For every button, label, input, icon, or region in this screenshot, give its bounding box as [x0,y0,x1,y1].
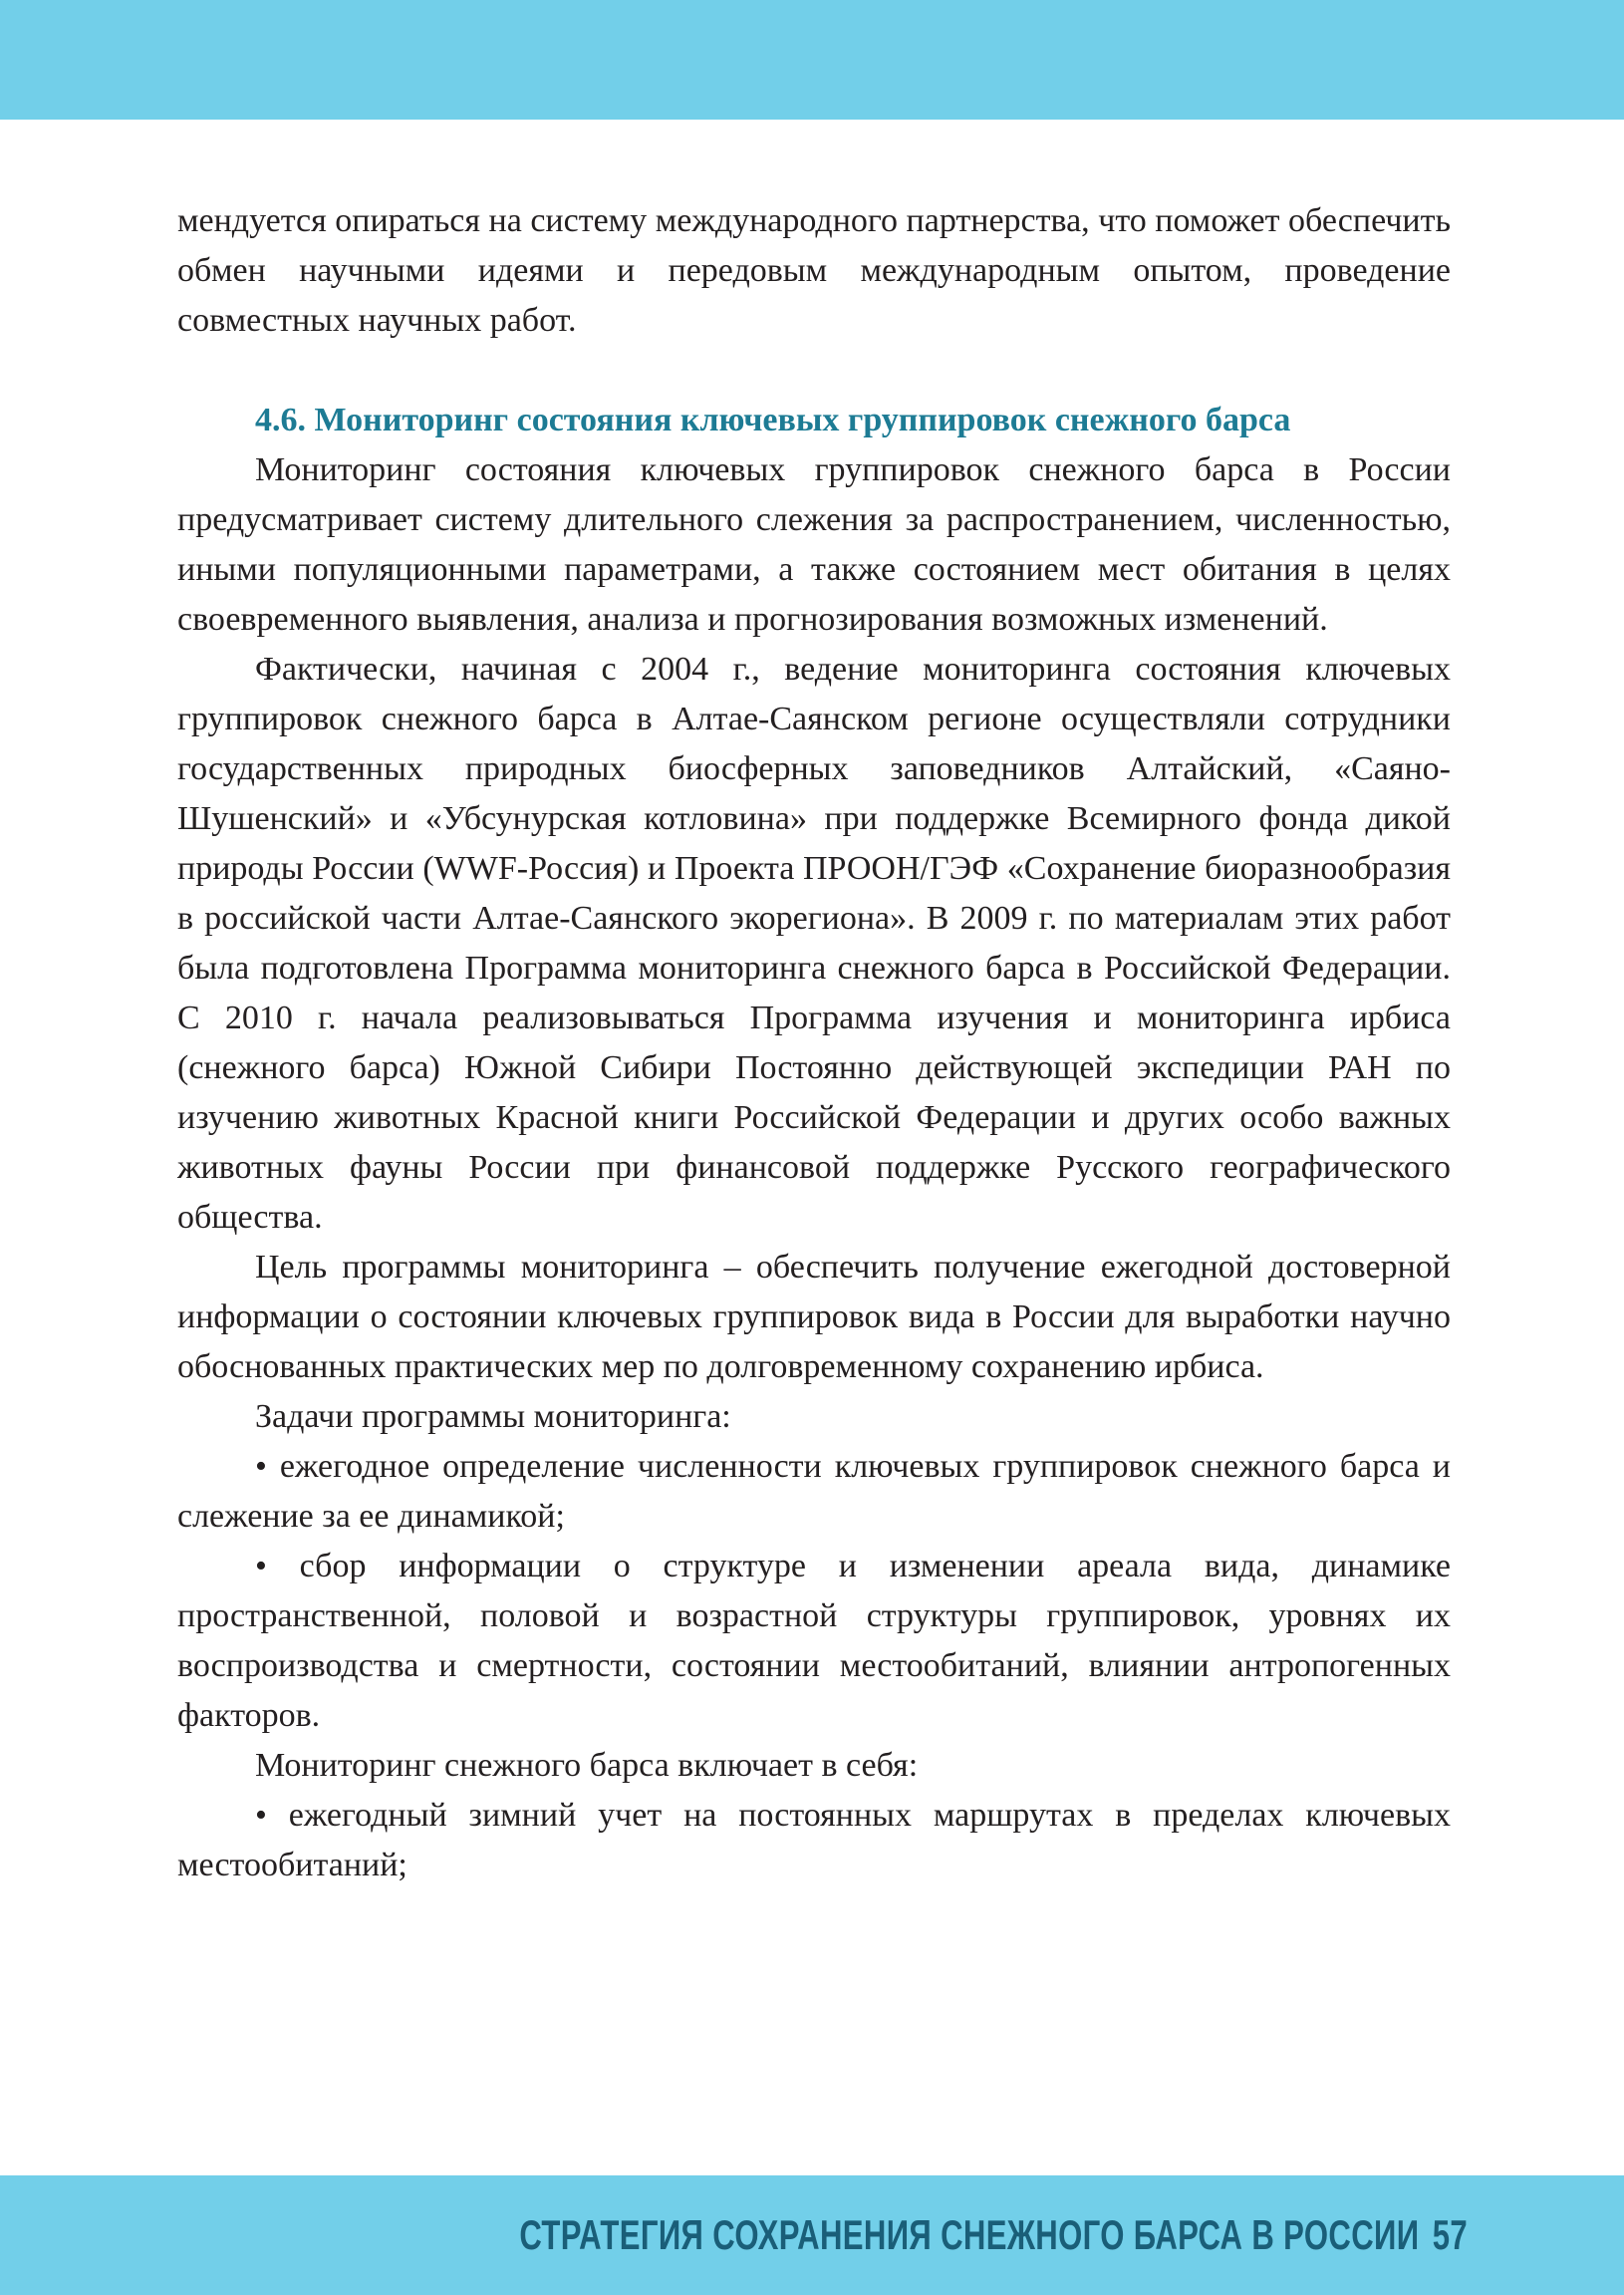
paragraph: Фактически, начиная с 2004 г., ведение мониторинга состояния ключевых группировок снежного барса в Алтае-Саянском регионе осуществляли сотрудники государственных природных биосферных заповедников Алтайский, «Саяно-Шушенский» и «Убсунурская котловина» при поддержке Всемирного фонда дикой природы России (WWF-Россия) и Проекта ПРООН/ГЭФ «Сохранение биоразнообразия в российской части Алтае-Саянского экорегиона». В 2009 г. по материалам этих работ была подготовлена Программа мониторинга снежного барса в Российской Федерации. С 2010 г. начала реализовываться Программа изучения и мониторинга ирбиса (снежного барса) Южной Сибири Постоянно действующей экспедиции РАН по изучению животных Красной книги Российской Федерации и других особо важных животных фауны России при финансовой поддержке Русского географического общества. [177,651,1451,1236]
list-item: • сбор информации о структуре и изменении ареала вида, динамике пространственной, половой и возрастной структуры группировок, уровнях их воспроизводства и смертности, состоянии местообитаний, влиянии антропогенных факторов. [177,1548,1451,1734]
section-heading: 4.6. Мониторинг состояния ключевых группировок снежного барса [255,402,1291,438]
page-number: 57 [1432,2211,1468,2258]
page-footer [519,2205,1468,2265]
running-title: СТРАТЕГИЯ СОХРАНЕНИЯ СНЕЖНОГО БАРСА В РОССИИ [519,2211,1420,2258]
paragraph: Задачи программы мониторинга: [255,1398,731,1435]
top-color-band [0,0,1624,120]
paragraph: Мониторинг состояния ключевых группировок снежного барса в России предусматривает систему длительного слежения за распространением, численностью, иными популяционными параметрами, а также состоянием мест обитания в целях своевременного выявления, анализа и прогнозирования возможных изменений. [177,451,1451,638]
paragraph: Мониторинг снежного барса включает в себя: [255,1747,919,1784]
paragraph: Цель программы мониторинга – обеспечить получение ежегодной достоверной информации о состоянии ключевых группировок вида в России для выработки научно обоснованных практических мер по долговременному сохранению ирбиса. [177,1249,1451,1385]
list-item: • ежегодный зимний учет на постоянных маршрутах в пределах ключевых местообитаний; [177,1797,1451,1883]
page-body [177,196,1451,1890]
list-item: • ежегодное определение численности ключевых группировок снежного барса и слежение за ее динамикой; [177,1448,1451,1535]
paragraph: мендуется опираться на систему международного партнерства, что поможет обеспечить обмен научными идеями и передовым международным опытом, проведение совместных научных работ. [177,202,1451,339]
